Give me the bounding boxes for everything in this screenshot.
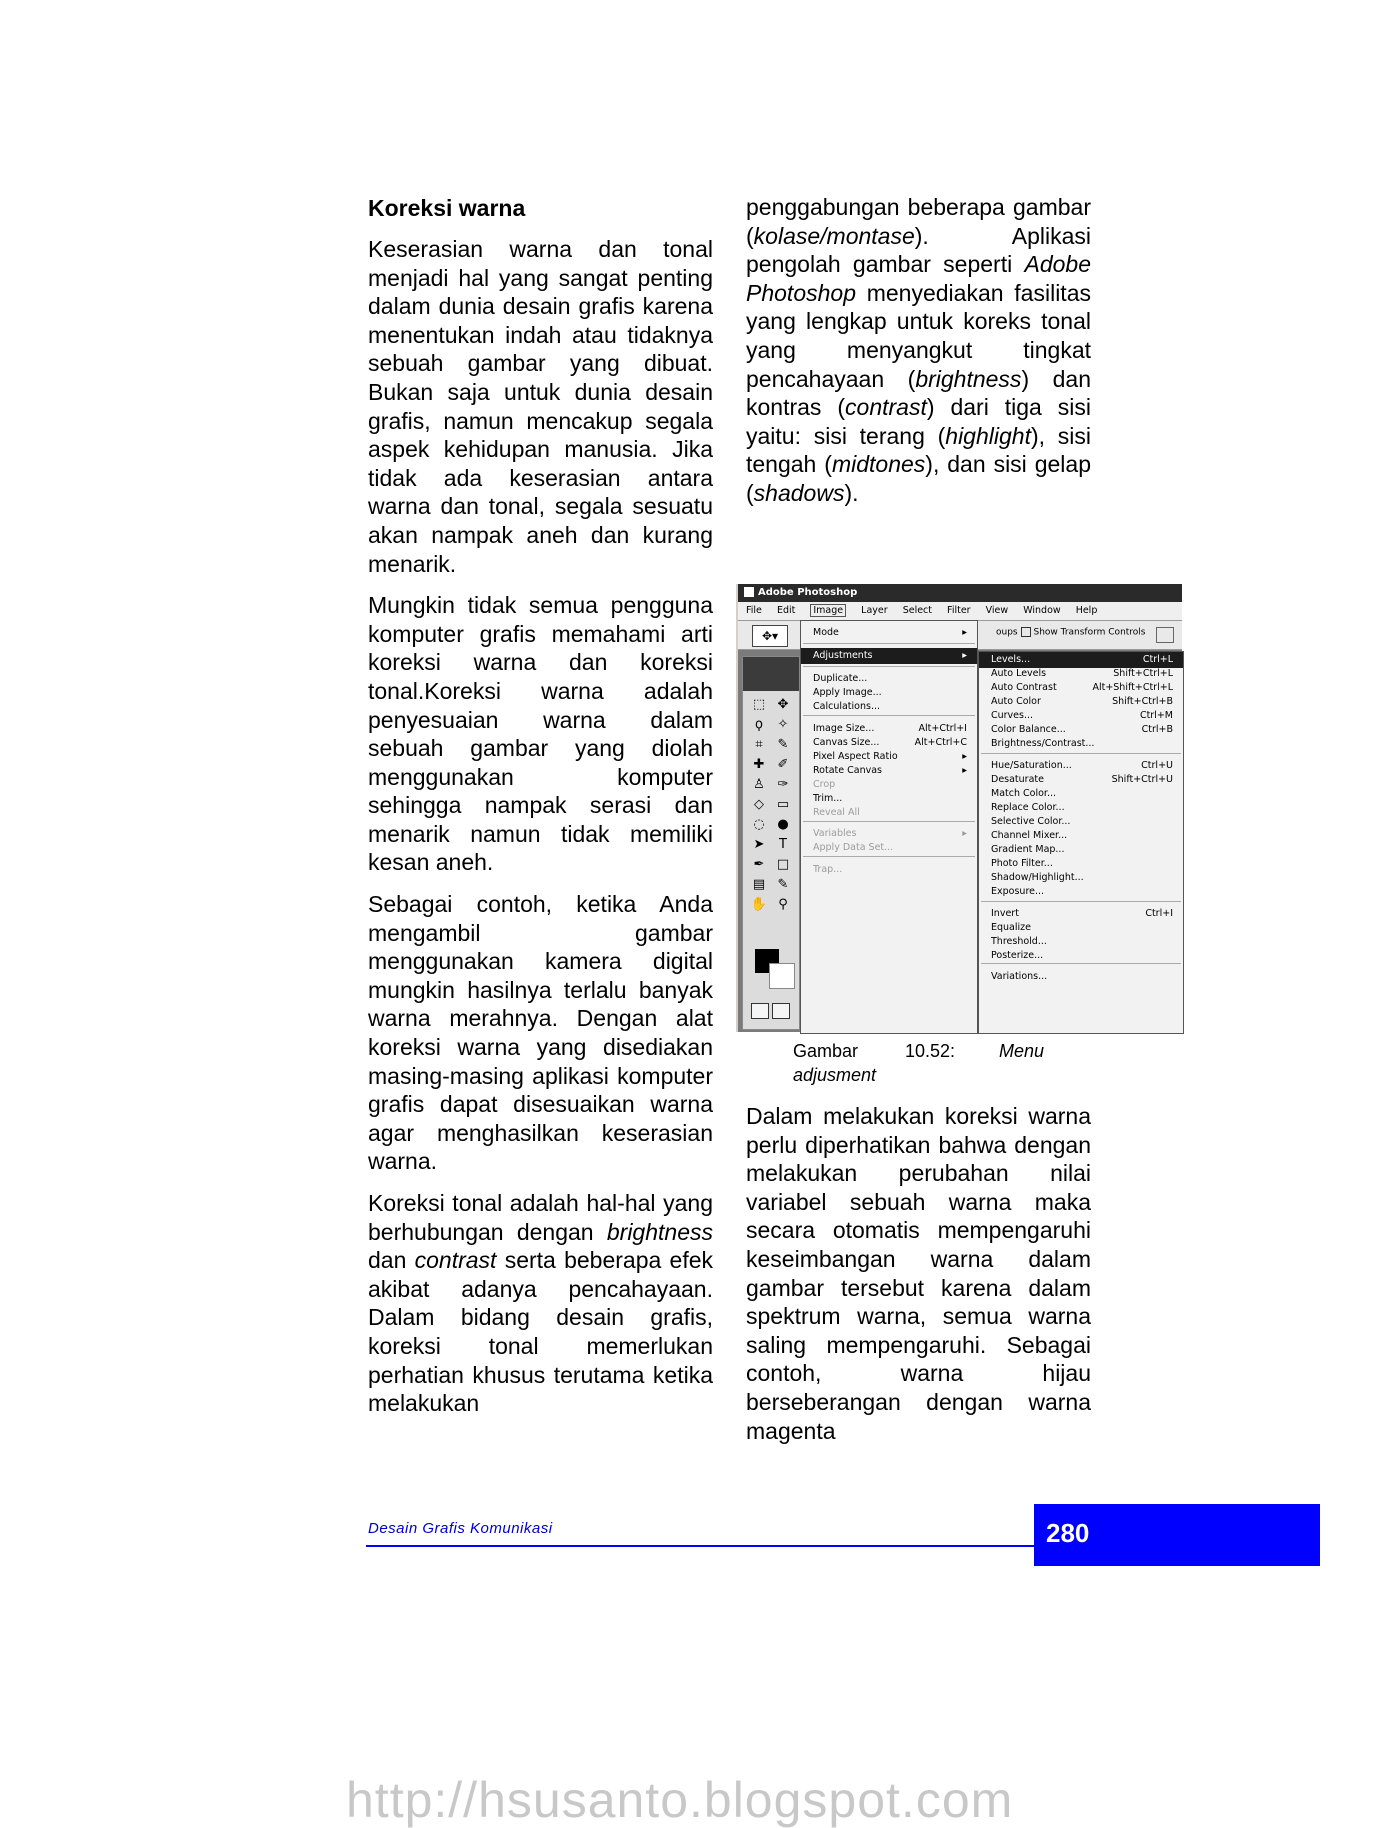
watermark-url: http://hsusanto.blogspot.com (346, 1772, 1014, 1828)
magic-wand-icon[interactable]: ✧ (777, 717, 789, 732)
adjustments-submenu (978, 651, 1184, 1034)
italic-term: brightness (915, 365, 1022, 392)
italic-term: brightness (606, 1218, 713, 1245)
quick-mask-icon[interactable] (772, 1003, 790, 1019)
menu-item-shortcut: Shift+Ctrl+L (1113, 668, 1173, 679)
menu-item-label: Calculations... (813, 701, 881, 712)
text-run: menyediakan fasilitas yang lengkap untuk koreks tonal yang menyangkut tingkat pencahayaan ( (746, 279, 1091, 392)
submenu-arrow-icon: ▸ (962, 751, 967, 762)
menu-window[interactable]: Window (1023, 605, 1061, 616)
menu-item-shortcut: Alt+Ctrl+I (918, 723, 967, 734)
menu-item-label: Curves... (991, 710, 1034, 721)
menu-item[interactable] (801, 840, 977, 856)
option-prefix: oups (996, 627, 1018, 638)
menu-item-label: Apply Image... (813, 687, 882, 698)
right-column-top (746, 193, 1091, 521)
menu-item-label: Gradient Map... (991, 844, 1065, 855)
menu-item[interactable] (801, 625, 977, 641)
menu-item-label: Color Balance... (991, 724, 1066, 735)
menu-item[interactable] (801, 648, 977, 664)
caption-number: 10.52: (905, 1041, 956, 1061)
title-bar (738, 584, 1182, 602)
gradient-icon[interactable]: ▭ (776, 797, 790, 812)
checkbox-icon[interactable] (1021, 627, 1031, 637)
menu-item-shortcut: Shift+Ctrl+U (1111, 774, 1173, 785)
menu-item-label: Variables (813, 828, 857, 839)
standard-mode-icon[interactable] (751, 1003, 769, 1019)
slice-icon[interactable]: ✎ (777, 737, 789, 752)
menu-layer[interactable]: Layer (861, 605, 888, 616)
right-column-bottom (746, 1102, 1091, 1458)
menu-item-label: Exposure... (991, 886, 1045, 897)
stamp-icon[interactable]: ♙ (753, 777, 765, 792)
paragraph: Dalam melakukan koreksi warna perlu diperhatikan bahwa dengan melakukan perubahan nilai variabel sebuah warna maka secara otomatis mempengaruhi keseimbangan warna dalam gambar tersebut karena dalam spektrum warna, semua warna saling mempengaruhi. Sebagai contoh, warna hijau berseberangan dengan warna magenta (746, 1103, 1091, 1444)
option-label: Show Transform Controls (1033, 627, 1146, 638)
page-number: 280 (1046, 1518, 1090, 1548)
menu-help[interactable]: Help (1075, 605, 1098, 616)
menu-item-label: Canvas Size... (813, 737, 880, 748)
image-menu (800, 620, 978, 1034)
align-icon[interactable] (1156, 627, 1174, 643)
italic-term: contrast (845, 394, 927, 421)
text-run: ), dan sisi gelap ( (746, 451, 1091, 506)
menu-item-label: Auto Color (991, 696, 1041, 707)
menu-item-label: Shadow/Highlight... (991, 872, 1084, 883)
history-brush-icon[interactable]: ✑ (777, 777, 789, 792)
menu-separator (803, 856, 975, 857)
show-transform-controls[interactable] (996, 627, 1146, 638)
zoom-icon[interactable]: ⚲ (778, 897, 788, 912)
paragraph (746, 193, 1091, 508)
dodge-icon[interactable]: ● (777, 817, 789, 832)
italic-term: midtones (831, 451, 926, 478)
menu-item-label: Variations... (991, 971, 1048, 982)
menu-item[interactable] (979, 969, 1183, 985)
menu-separator (803, 643, 975, 644)
menu-item[interactable] (801, 805, 977, 821)
paragraph (368, 1189, 713, 1418)
menu-file[interactable]: File (746, 605, 762, 616)
paragraph: Sebagai contoh, ketika Anda mengambil gambar menggunakan kamera digital mungkin hasilnya terlalu banyak warna merahnya. Dengan alat koreksi warna yang disediakan masing-masing aplikasi komputer grafis dapat disesuaikan warna agar menghasilkan keserasian warna. (368, 891, 713, 1175)
menu-item-label: Posterize... (991, 950, 1044, 961)
menu-item-label: Desaturate (991, 774, 1044, 785)
toolbox (742, 656, 800, 1030)
menu-item-label: Image Size... (813, 723, 875, 734)
text-run: ), sisi tengah ( (746, 422, 1091, 478)
caption-word: Menu (999, 1041, 1045, 1061)
menu-item-shortcut: Ctrl+L (1142, 654, 1173, 665)
toolbox-banner (743, 657, 799, 691)
eyedropper-icon[interactable]: ✎ (777, 877, 789, 892)
path-select-icon[interactable]: ➤ (753, 837, 765, 852)
menu-item-label: Photo Filter... (991, 858, 1053, 869)
mode-buttons (751, 1003, 793, 1023)
menu-image[interactable]: Image (810, 604, 846, 617)
menu-item-shortcut: Alt+Ctrl+C (914, 737, 967, 748)
menu-item-label: Replace Color... (991, 802, 1065, 813)
submenu-arrow-icon: ▸ (962, 650, 967, 661)
menu-item-shortcut: Alt+Shift+Ctrl+L (1092, 682, 1173, 693)
menu-filter[interactable]: Filter (947, 605, 971, 616)
menu-item[interactable] (801, 862, 977, 878)
submenu-arrow-icon: ▸ (962, 765, 967, 776)
photoshop-screenshot (736, 584, 1182, 1032)
menu-item-label: Adjustments (813, 650, 873, 661)
text-run: ). (844, 479, 859, 506)
menu-item-label: Threshold... (991, 936, 1047, 947)
footer-rule (366, 1545, 1034, 1547)
text-run: penggabungan beberapa gambar ( (746, 194, 1091, 249)
menu-item-label: Reveal All (813, 807, 860, 818)
menu-view[interactable]: View (985, 605, 1009, 616)
menu-item-label: Auto Levels (991, 668, 1047, 679)
section-heading: Koreksi warna (368, 195, 526, 221)
menu-item-label: Apply Data Set... (813, 842, 894, 853)
paragraph: Mungkin tidak semua pengguna komputer grafis memahami arti koreksi warna dan koreksi tonal.Koreksi warna adalah penyesuaian warna dalam sebuah gambar yang diolah menggunakan komputer sehingga nampak serasi dan menarik namun tidak memiliki kesan aneh. (368, 592, 713, 876)
text-run: ). Aplikasi pengolah gambar seperti (746, 222, 1091, 278)
menu-item-shortcut: Ctrl+B (1141, 724, 1173, 735)
background-color-swatch[interactable] (769, 963, 795, 989)
paragraph: Keserasian warna dan tonal menjadi hal yang sangat penting dalam dunia desain grafis karena menentukan indah atau tidaknya sebuah gambar yang dibuat. Bukan saja untuk dunia desain grafis, namun mencakup segala aspek kehidupan manusia. Jika tidak ada keserasian antara warna dan tonal, segala sesuatu akan nampak aneh dan kurang menarik. (368, 236, 713, 577)
menu-separator (981, 963, 1181, 964)
menu-item-label: Match Color... (991, 788, 1056, 799)
italic-term: Adobe Photoshop (746, 251, 1091, 306)
menu-item-label: Duplicate... (813, 673, 868, 684)
menu-item-label: Brightness/Contrast... (991, 738, 1095, 749)
app-icon (744, 587, 754, 597)
notes-icon[interactable]: ▤ (752, 877, 766, 892)
move-tool-icon[interactable]: ✥▾ (752, 625, 788, 647)
menu-item-label: Pixel Aspect Ratio (813, 751, 898, 762)
footer-book-title: Desain Grafis Komunikasi (368, 1520, 553, 1537)
italic-term: contrast (414, 1247, 497, 1274)
healing-icon[interactable]: ✚ (753, 757, 765, 772)
menu-item[interactable] (979, 736, 1183, 752)
menu-item-label: Trap... (813, 864, 843, 875)
text-run: ) dan kontras ( (746, 365, 1091, 421)
type-icon[interactable]: T (779, 837, 787, 852)
shape-icon[interactable]: □ (776, 857, 790, 872)
crop-icon[interactable]: ⌗ (755, 737, 763, 752)
menu-separator (981, 753, 1181, 754)
menu-item-shortcut: Ctrl+I (1145, 908, 1173, 919)
submenu-arrow-icon: ▸ (962, 627, 967, 638)
move-icon[interactable]: ✥ (777, 697, 789, 712)
text-run: ) dari tiga sisi yaitu: sisi terang ( (746, 394, 1091, 449)
menu-item-shortcut: Ctrl+U (1141, 760, 1173, 771)
menu-item[interactable] (801, 699, 977, 715)
window-title: Adobe Photoshop (758, 587, 858, 598)
text-run: serta beberapa efek akibat adanya pencahayaan. Dalam bidang desain grafis, koreksi tonal memerlukan perhatian khusus terutama ketika melakukan (368, 1247, 713, 1417)
caption-word: adjusment (793, 1065, 877, 1085)
menu-item-label: Channel Mixer... (991, 830, 1068, 841)
menu-bar (738, 602, 1182, 621)
caption-word: Gambar (793, 1041, 859, 1061)
lasso-icon[interactable]: ϙ (755, 717, 763, 732)
italic-term: highlight (945, 422, 1031, 449)
italic-term: shadows (753, 479, 845, 506)
page-number-box (1034, 1504, 1320, 1566)
italic-term: kolase/montase (753, 222, 915, 249)
menu-item-label: Rotate Canvas (813, 765, 882, 776)
blur-icon[interactable]: ◌ (753, 817, 765, 832)
brush-icon[interactable]: ✐ (777, 757, 789, 772)
tool-grid (743, 691, 799, 912)
menu-item-label: Equalize (991, 922, 1031, 933)
menu-item-label: Mode (813, 627, 839, 638)
menu-item-shortcut: Shift+Ctrl+B (1112, 696, 1173, 707)
marquee-icon[interactable]: ⬚ (752, 697, 766, 712)
menu-item-shortcut: Ctrl+M (1139, 710, 1173, 721)
text-run: dan (368, 1247, 415, 1274)
menu-item-label: Hue/Saturation... (991, 760, 1072, 771)
menu-item-label: Auto Contrast (991, 682, 1057, 693)
menu-item[interactable] (979, 884, 1183, 900)
menu-item-label: Selective Color... (991, 816, 1071, 827)
menu-item-label: Invert (991, 908, 1019, 919)
menu-separator (803, 715, 975, 716)
left-column (368, 193, 713, 1431)
text-run: Koreksi tonal adalah hal-hal yang berhubungan dengan (368, 1190, 713, 1245)
menu-item-label: Levels... (991, 654, 1031, 665)
menu-item-label: Trim... (813, 793, 843, 804)
menu-separator (803, 821, 975, 822)
submenu-arrow-icon: ▸ (962, 828, 967, 839)
menu-separator (981, 901, 1181, 902)
eraser-icon[interactable]: ◇ (754, 797, 764, 812)
hand-icon[interactable]: ✋ (750, 897, 768, 912)
figure-caption (793, 1038, 1045, 1085)
pen-icon[interactable]: ✒ (753, 857, 765, 872)
menu-item[interactable] (979, 948, 1183, 964)
menu-item-label: Crop (813, 779, 836, 790)
menu-separator (803, 666, 975, 667)
menu-edit[interactable]: Edit (776, 605, 796, 616)
menu-select[interactable]: Select (902, 605, 933, 616)
